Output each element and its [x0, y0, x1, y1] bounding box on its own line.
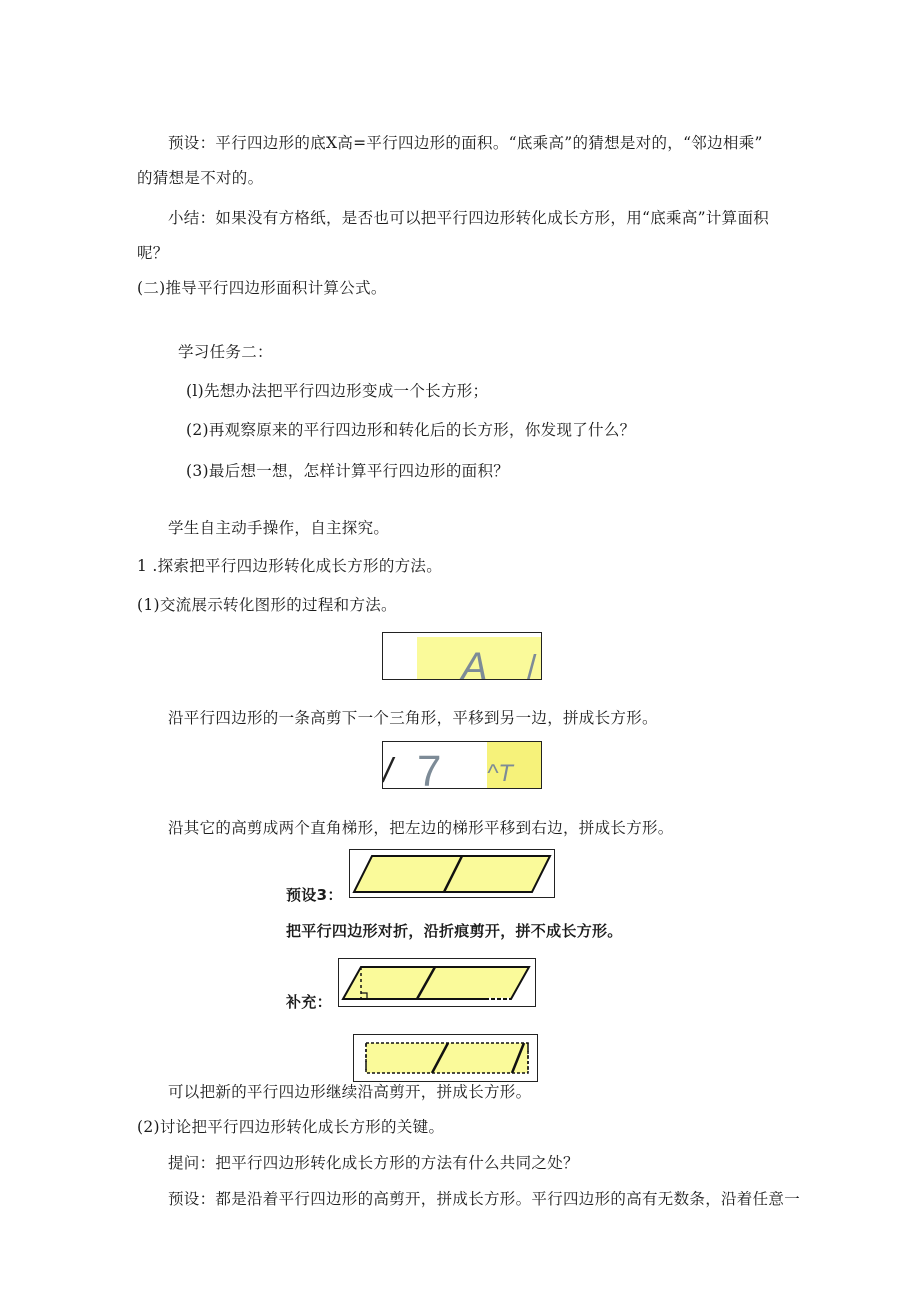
preset-3-text: 把平行四边形对折，沿折痕剪开，拼不成长方形。 — [286, 922, 623, 940]
figure-1-glyph-a: A — [461, 645, 488, 679]
task-item-1: (l)先想办法把平行四边形变成一个长方形； — [186, 382, 489, 400]
method-2-description: 沿其它的高剪成两个直角梯形，把左边的梯形平移到右边，拼成长方形。 — [168, 819, 674, 837]
figure-2-glyph-caret-t: ^T — [487, 760, 513, 787]
step-1-heading: 1 .探索把平行四边形转化成长方形的方法。 — [137, 557, 443, 575]
task-item-3: (3)最后想一想，怎样计算平行四边形的面积？ — [186, 462, 510, 480]
method-1-description: 沿平行四边形的一条高剪下一个三角形，平移到另一边，拼成长方形。 — [168, 709, 658, 727]
method-3-description: 可以把新的平行四边形继续沿高剪开，拼成长方形。 — [168, 1083, 532, 1101]
supplement-label: 补充： — [286, 993, 332, 1011]
paragraph-summary-line-2: 呢？ — [137, 244, 169, 262]
figure-2-glyph-slash: / — [383, 752, 393, 788]
figure-supplement-parallelogram — [338, 958, 536, 1007]
preset-3-label: 预设3： — [286, 886, 343, 904]
paragraph-preset-line-1: 预设：平行四边形的底X高=平行四边形的面积。“底乘高”的猜想是对的，“邻边相乘” — [168, 134, 763, 152]
paragraph-summary-line-1: 小结：如果没有方格纸，是否也可以把平行四边形转化成长方形，用“底乘高”计算面积 — [168, 209, 770, 227]
question-text: 提问：把平行四边形转化成长方形的方法有什么共同之处？ — [168, 1154, 579, 1172]
figure-fold-parallelogram — [349, 849, 555, 898]
task-title: 学习任务二： — [178, 343, 273, 361]
section-heading-two: (二)推导平行四边形面积计算公式。 — [137, 279, 387, 297]
figure-1-glyph-slash: / — [527, 649, 537, 679]
figure-2-glyph-seven: 7 — [417, 747, 442, 788]
step-1-2-heading: (2)讨论把平行四边形转化成长方形的关键。 — [137, 1118, 445, 1136]
figure-translate-trapezoid — [382, 741, 542, 789]
preset-last-line: 预设：都是沿着平行四边形的高剪开，拼成长方形。平行四边形的高有无数条，沿着任意一 — [168, 1190, 801, 1208]
step-1-1-heading: (1)交流展示转化图形的过程和方法。 — [137, 596, 397, 614]
figure-recombined-rectangle — [353, 1034, 538, 1082]
paragraph-preset-line-2: 的猜想是不对的。 — [137, 169, 264, 187]
task-item-2: (2)再观察原来的平行四边形和转化后的长方形，你发现了什么？ — [186, 421, 636, 439]
student-operation: 学生自主动手操作，自主探究。 — [168, 519, 390, 537]
figure-translate-triangle — [382, 632, 542, 680]
